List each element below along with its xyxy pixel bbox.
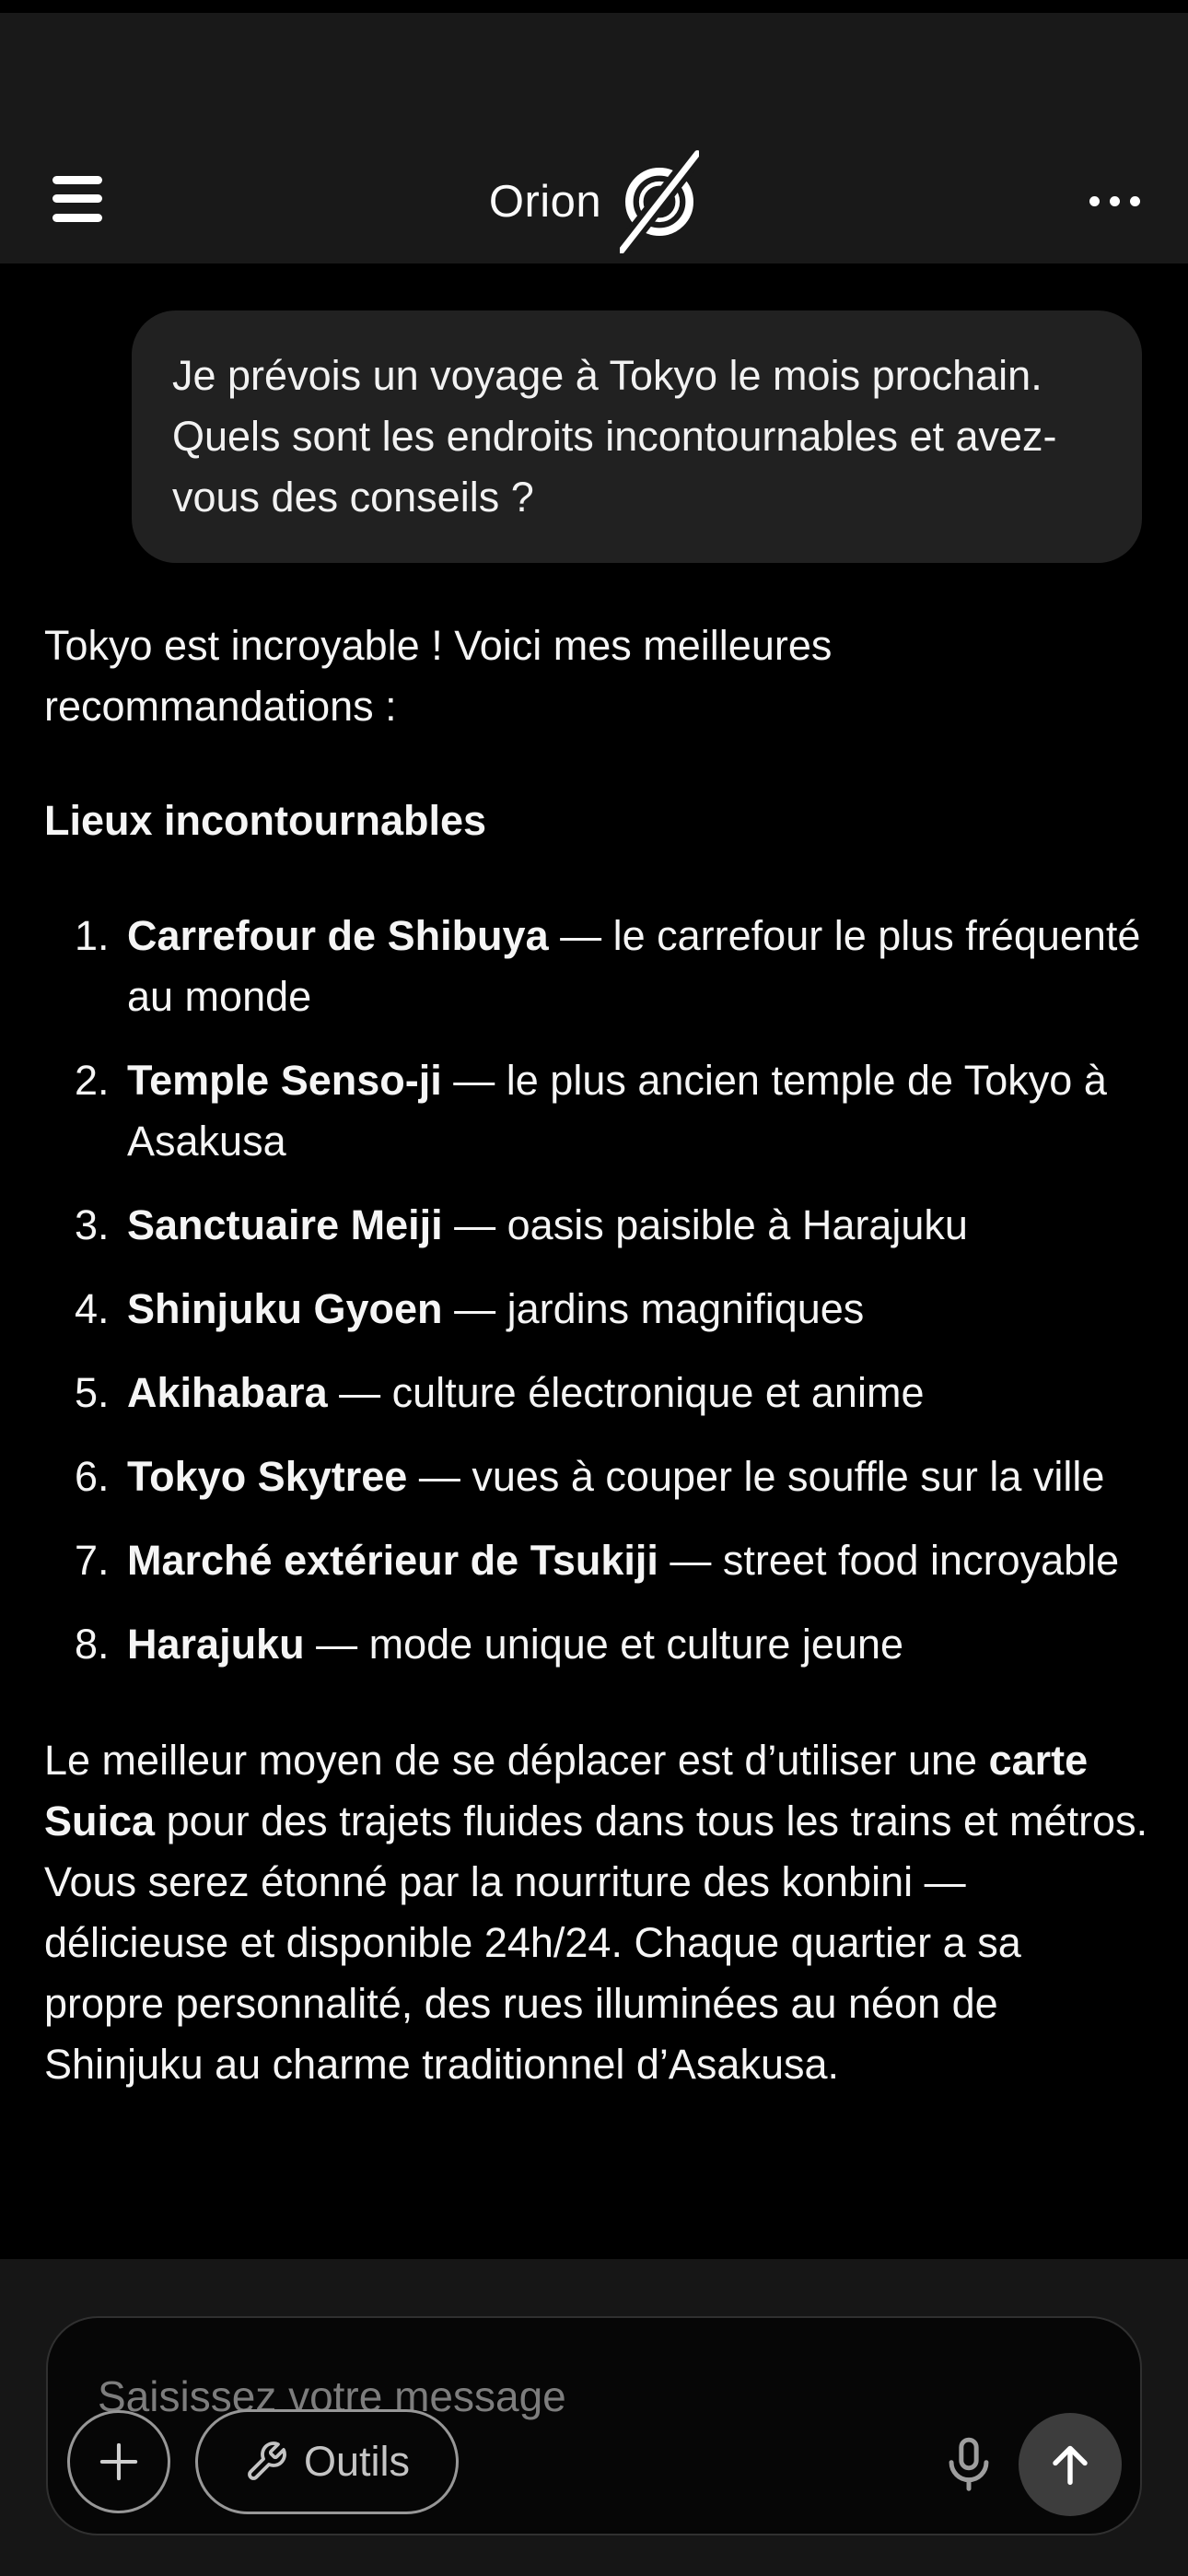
add-attachment-button[interactable] <box>67 2410 170 2513</box>
place-name: Harajuku <box>127 1621 305 1668</box>
header-title-row <box>0 147 1188 256</box>
place-desc: — jardins magnifiques <box>454 1285 865 1332</box>
place-desc: — mode unique et culture jeune <box>316 1621 904 1668</box>
place-name: Marché extérieur de Tsukiji <box>127 1537 658 1584</box>
list-item <box>44 1614 1149 1675</box>
list-item <box>44 1446 1149 1507</box>
arrow-up-icon <box>1042 2436 1099 2493</box>
list-item <box>44 1050 1149 1172</box>
section-heading: Lieux incontournables <box>44 797 487 844</box>
message-input[interactable]: Saisissez votre message <box>98 2372 566 2420</box>
composer-sheet <box>0 2259 1188 2576</box>
list-item <box>44 1279 1149 1340</box>
place-desc: — vues à couper le souffle sur la ville <box>418 1453 1105 1500</box>
wrench-icon <box>244 2440 288 2484</box>
list-item <box>44 906 1149 1027</box>
list-number: 6. <box>75 1453 110 1500</box>
outro-bold-text: carte Suica <box>44 1737 1089 1844</box>
more-options-button[interactable] <box>1089 196 1140 206</box>
assistant-outro <box>44 1730 1149 2095</box>
place-name: Carrefour de Shibuya <box>127 912 549 959</box>
list-number: 3. <box>75 1201 110 1248</box>
place-name: Tokyo Skytree <box>127 1453 408 1500</box>
place-desc: — le plus ancien temple de Tokyo à Asakusa <box>127 1057 1107 1165</box>
ellipsis-icon <box>1130 196 1140 206</box>
list-number: 7. <box>75 1537 110 1584</box>
place-desc: — le carrefour le plus fréquenté au monde <box>127 912 1141 1020</box>
list-item <box>44 1363 1149 1423</box>
list-number: 1. <box>75 912 110 959</box>
place-name: Sanctuaire Meiji <box>127 1201 443 1248</box>
plus-icon <box>92 2435 146 2488</box>
assistant-intro: Tokyo est incroyable ! Voici mes meilleures recommandations : <box>44 622 833 730</box>
place-list <box>44 906 1149 1675</box>
ellipsis-icon <box>1110 196 1120 206</box>
ellipsis-icon <box>1089 196 1100 206</box>
list-number: 5. <box>75 1369 110 1416</box>
composer-container <box>46 2316 1142 2535</box>
outro-text: Le meilleur moyen de se déplacer est d’utiliser une <box>44 1737 989 1784</box>
list-number: 8. <box>75 1621 110 1668</box>
list-item <box>44 1530 1149 1591</box>
list-number: 4. <box>75 1285 110 1332</box>
assistant-message <box>44 615 1149 2095</box>
list-number: 2. <box>75 1057 110 1104</box>
user-message-bubble <box>132 310 1142 563</box>
place-name: Temple Senso-ji <box>127 1057 442 1104</box>
place-desc: — street food incroyable <box>670 1537 1120 1584</box>
voice-input-button[interactable] <box>932 2425 1006 2504</box>
microphone-icon <box>937 2428 1001 2501</box>
header-bar <box>0 13 1188 263</box>
place-desc: — culture électronique et anime <box>339 1369 925 1416</box>
app-title: Orion <box>488 177 602 227</box>
outro-text: pour des trajets fluides dans tous les trains et métros. Vous serez étonné par la nourriture des konbini — délicieuse et disponible 24h/24. Chaque quartier a sa propre personnalité, des rues illuminées au néon de Shinjuku au charme traditionnel d’Asakusa. <box>44 1797 1148 2088</box>
orion-logo-icon <box>620 150 699 253</box>
list-item <box>44 1195 1149 1256</box>
place-desc: — oasis paisible à Harajuku <box>454 1201 968 1248</box>
place-name: Akihabara <box>127 1369 328 1416</box>
tools-button[interactable] <box>195 2409 459 2514</box>
send-button[interactable] <box>1019 2413 1122 2516</box>
user-message-text: Je prévois un voyage à Tokyo le mois prochain. Quels sont les endroits incontournables et avez-vous des conseils ? <box>172 352 1057 521</box>
tools-button-label: Outils <box>303 2438 411 2485</box>
place-name: Shinjuku Gyoen <box>127 1285 443 1332</box>
